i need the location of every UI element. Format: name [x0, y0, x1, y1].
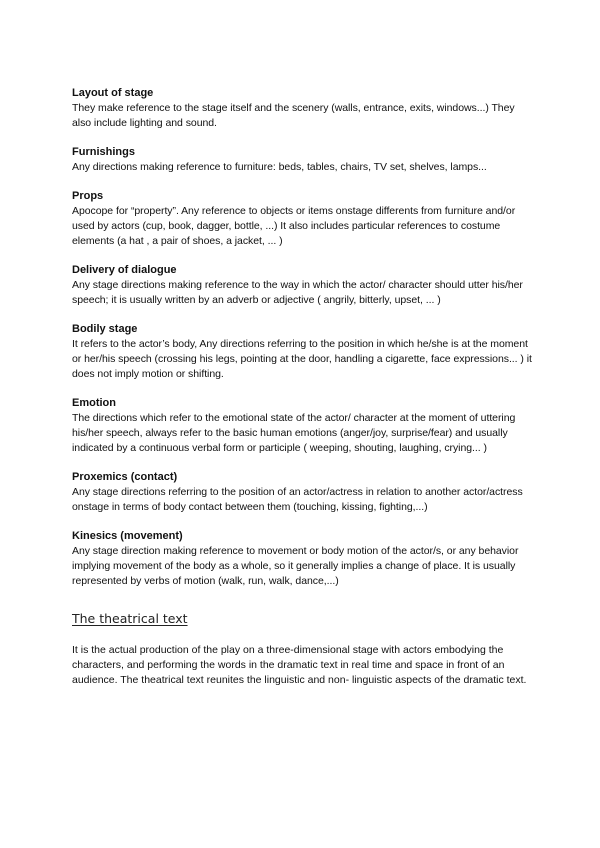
section-heading: Furnishings — [72, 146, 135, 158]
section-kinesics — [72, 529, 532, 589]
section-furnishings — [72, 145, 532, 175]
section-heading: Bodily stage — [72, 323, 138, 335]
section-heading: Props — [72, 190, 104, 202]
section-bodily-stage — [72, 322, 532, 382]
document-page — [72, 86, 532, 688]
section-text: Any stage directions making reference to the way in which the actor/ character should utter his/her speech; it is usually written by an adverb or adjective ( angrily, bitterly, upset, ... ) — [72, 279, 523, 306]
section-text: Any directions making reference to furniture: beds, tables, chairs, TV set, shelves, lamps... — [72, 161, 487, 173]
section-text: They make reference to the stage itself and the scenery (walls, entrance, exits, windows...) They also include lighting and sound. — [72, 102, 515, 129]
section-emotion — [72, 396, 532, 456]
section-text: The directions which refer to the emotional state of the actor/ character at the moment of uttering his/her speech, always refer to the basic human emotions (anger/joy, surprise/fear) and usually indicated by a continuous verbal form or participle ( weeping, shouting, laughing, crying... ) — [72, 412, 516, 454]
section-props — [72, 189, 532, 249]
section-heading: Layout of stage — [72, 87, 154, 99]
section-heading: Emotion — [72, 397, 116, 409]
theatrical-text-paragraph: It is the actual production of the play on a three-dimensional stage with actors embodying the characters, and performing the words in the dramatic text in real time and space in front of an audience. The theatrical text reunites the linguistic and non- linguistic aspects of the dramatic text. — [72, 644, 527, 686]
section-proxemics — [72, 470, 532, 515]
section-heading: Delivery of dialogue — [72, 264, 177, 276]
theatrical-text-title: The theatrical text — [72, 611, 188, 626]
section-text: Any stage direction making reference to movement or body motion of the actor/s, or any behavior implying movement of the body as a whole, so it generally implies a change of place. It is usually represented by verbs of motion (walk, run, walk, dance,...) — [72, 545, 519, 587]
section-heading: Kinesics (movement) — [72, 530, 183, 542]
section-heading: Proxemics (contact) — [72, 471, 178, 483]
section-text: It refers to the actor’s body, Any directions referring to the position in which he/she is at the moment or her/his speech (crossing his legs, pointing at the door, handling a cigarette, face expressions... ) it does not imply motion or shifting. — [72, 338, 532, 380]
section-layout-of-stage — [72, 86, 532, 131]
section-text: Apocope for “property”. Any reference to objects or items onstage differents from furniture and/or used by actors (cup, book, dagger, bottle, ...) It also includes particular references to costume elements (a hat , a pair of shoes, a jacket, ... ) — [72, 205, 516, 247]
section-text: Any stage directions referring to the position of an actor/actress in relation to another actor/actress onstage in terms of body contact between them (touching, kissing, fighting,...) — [72, 486, 523, 513]
section-delivery-of-dialogue — [72, 263, 532, 308]
